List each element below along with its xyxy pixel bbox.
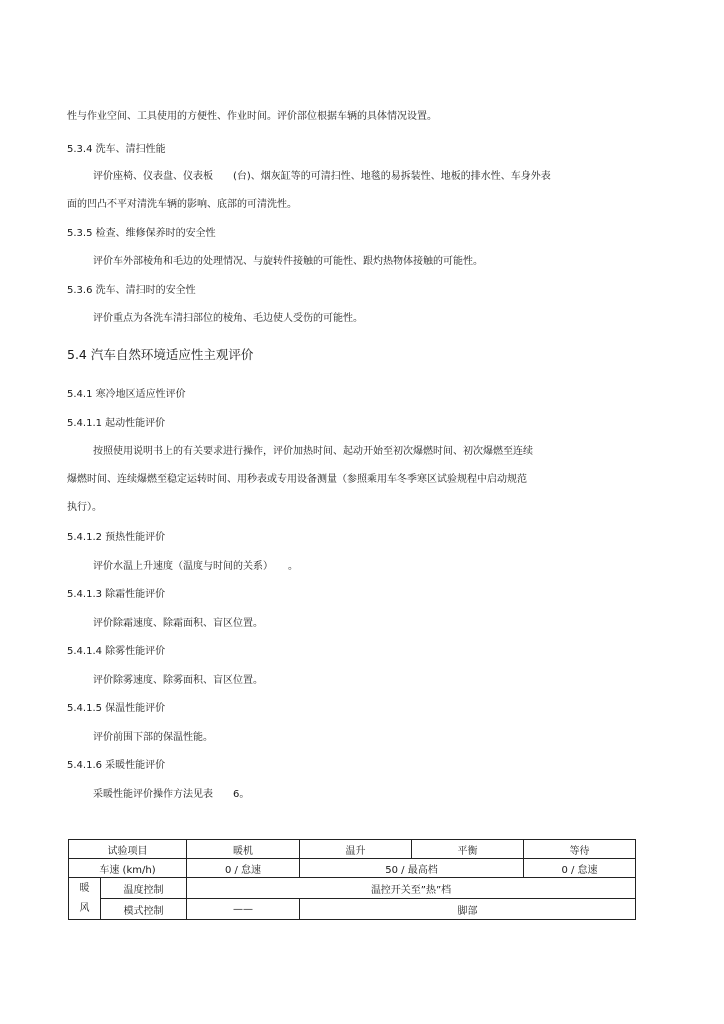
paragraph-continuation: 性与作业空间、工具使用的方便性、作业时间。评价部位根据车辆的具体情况设置。 bbox=[67, 111, 437, 122]
table-row-speed bbox=[69, 859, 636, 878]
paragraph-5-3-4-line-2: 面的凹凸不平对清洗车辆的影响、底部的可清洗性。 bbox=[67, 199, 297, 210]
heading-5-3-6: 5.3.6 洗车、清扫时的安全性 bbox=[67, 285, 196, 296]
paragraph-5-3-4-line-1: 评价座椅、仪表盘、仪表板 (台)、烟灰缸等的可清扫性、地毯的易拆装性、地板的排水性、车身外表 bbox=[93, 171, 551, 182]
heading-5-3-4: 5.3.4 洗车、清扫性能 bbox=[67, 144, 166, 155]
heading-5-4-1-6: 5.4.1.6 采暖性能评价 bbox=[67, 760, 166, 771]
section-title-5-4: 5.4 汽车自然环境适应性主观评价 bbox=[67, 347, 254, 362]
header-cell-warm: 暖机 bbox=[187, 840, 300, 859]
heading-5-4-1-2: 5.4.1.2 预热性能评价 bbox=[67, 532, 166, 543]
header-cell-item: 试验项目 bbox=[69, 840, 187, 859]
speed-wait-cell: 0 / 怠速 bbox=[524, 859, 636, 878]
header-cell-wait: 等待 bbox=[524, 840, 636, 859]
paragraph-5-4-1-5: 评价前围下部的保温性能。 bbox=[93, 732, 213, 743]
paragraph-5-3-6: 评价重点为各洗车清扫部位的棱角、毛边使人受伤的可能性。 bbox=[93, 313, 363, 324]
paragraph-5-3-5: 评价车外部棱角和毛边的处理情况、与旋转件接触的可能性、跟灼热物体接触的可能性。 bbox=[93, 256, 483, 267]
table-row-temperature bbox=[69, 878, 636, 899]
header-cell-balance: 平衡 bbox=[412, 840, 524, 859]
heading-5-3-5: 5.3.5 检查、维修保养时的安全性 bbox=[67, 228, 216, 239]
heating-test-table bbox=[68, 839, 636, 920]
speed-warm-cell: 0 / 怠速 bbox=[187, 859, 300, 878]
heading-5-4-1-5: 5.4.1.5 保温性能评价 bbox=[67, 703, 166, 714]
paragraph-5-4-1-1-line-1: 按照使用说明书上的有关要求进行操作，评价加热时间、起动开始至初次爆燃时间、初次爆燃至连续 bbox=[93, 446, 533, 457]
heading-5-4-1-1: 5.4.1.1 起动性能评价 bbox=[67, 418, 166, 429]
temp-control-value-cell: 温控开关至”热”档 bbox=[187, 878, 636, 899]
heading-5-4-1-3: 5.4.1.3 除霜性能评价 bbox=[67, 589, 166, 600]
paragraph-5-4-1-4: 评价除雾速度、除雾面积、盲区位置。 bbox=[93, 675, 263, 686]
table-header-row bbox=[69, 840, 636, 859]
group-label-char-1: 暖 bbox=[79, 883, 90, 894]
paragraph-5-4-1-3: 评价除霜速度、除霜面积、盲区位置。 bbox=[93, 618, 263, 629]
paragraph-5-4-1-1-line-2: 爆燃时间、连续爆燃至稳定运转时间、用秒表或专用设备测量（参照乘用车冬季寒区试验规程中启动规范 bbox=[67, 474, 527, 485]
speed-rise-balance-cell: 50 / 最高档 bbox=[300, 859, 524, 878]
speed-label-cell: 车速 (km/h) bbox=[69, 859, 187, 878]
mode-control-warm-cell: —— bbox=[187, 899, 300, 920]
mode-control-rest-cell: 脚部 bbox=[300, 899, 636, 920]
header-cell-rise: 温升 bbox=[300, 840, 412, 859]
heading-5-4-1: 5.4.1 寒冷地区适应性评价 bbox=[67, 389, 186, 400]
paragraph-5-4-1-2: 评价水温上升速度（温度与时间的关系） 。 bbox=[93, 561, 298, 572]
paragraph-5-4-1-6: 采暖性能评价操作方法见表 6。 bbox=[93, 789, 250, 800]
group-label-cell bbox=[69, 878, 101, 920]
paragraph-5-4-1-1-line-3: 执行）。 bbox=[67, 502, 102, 513]
mode-control-label-cell: 模式控制 bbox=[101, 899, 187, 920]
heading-5-4-1-4: 5.4.1.4 除雾性能评价 bbox=[67, 646, 166, 657]
table-row-mode bbox=[69, 899, 636, 920]
group-label-char-2: 风 bbox=[79, 903, 90, 914]
temp-control-label-cell: 温度控制 bbox=[101, 878, 187, 899]
